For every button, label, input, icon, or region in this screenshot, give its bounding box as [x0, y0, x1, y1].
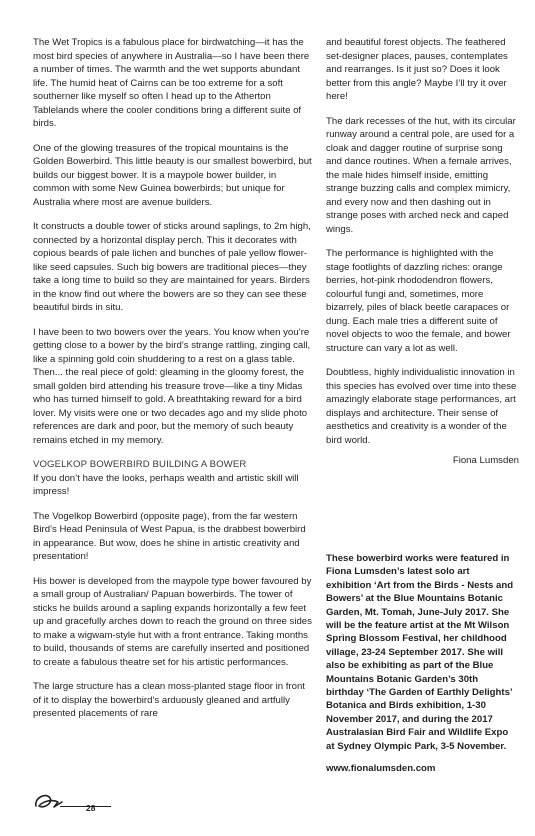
paragraph: His bower is developed from the maypole type bower favoured by a small group of Australian/ Papuan bowerbirds. The tower of sticks he builds around a sapling expands horizontally a few feet up and gracefully arches down to reach the ground on three sides to make a wigwam-style hut with a front entrance. Taking months to build, thousands of stems are carefully inserted and positioned to create a fabulous theatre set for his artistic performances.	[33, 575, 312, 668]
paragraph: It constructs a double tower of sticks around saplings, to 2m high, connected by a horizontal display perch. This it decorates with copious beards of pale lichen and bunches of pale yellow flower-like seed capsules. Such big bowers are traditional pieces—they take a long time to build so they are maintained for years. Birders in the know find out where the bowers are so they can see these beautiful birds in situ.	[33, 221, 311, 313]
exhibition-note	[326, 552, 516, 753]
paragraph: and beautiful forest objects. The feathered set-designer places, pauses, contemplates and rearranges. Is it just so? Does it look better from this angle? Maybe I’ll try it over here!	[326, 37, 508, 102]
section-subheading: If you don’t have the looks, perhaps wealth and artistic skill will impress!	[33, 472, 299, 497]
exhibition-text: These bowerbird works were featured in Fiona Lumsden’s latest solo art exhibition ‘Art from the Birds - Nests and Bowers’ at the Blue Mountains Botanic Garden, Mt. Tomah, June-July 2017. She will be the feature artist at the Mt Wilson Spring Blossom Festival, her childhood village, 23-24 September 2017. She will also be exhibiting as part of the Blue Mountains Botanic Garden’s 30th birthday ‘The Garden of Earthly Delights’ Botanica and Birds exhibition, 1-30 November 2017, and during the 2017 Australasian Bird Fair and Wildlife Expo at Sydney Olympic Park, 3-5 November.	[326, 553, 514, 752]
right-column	[326, 36, 519, 479]
paragraph: The Wet Tropics is a fabulous place for birdwatching—it has the most bird species of anywhere in Australia—so I have been there a number of times. The warmth and the wet supports abundant life. The humid heat of Cairns can be too extreme for a soft southerner like myself so often I head up to the Atherton Tablelands where the cooler conditions bring a different suite of birds.	[33, 37, 310, 129]
website-link[interactable]: www.fionalumsden.com	[326, 763, 436, 774]
paragraph: One of the glowing treasures of the tropical mountains is the Golden Bowerbird. This little beauty is our smallest bowerbird, but builds our biggest bower. It is a maypole bower builder, in common with some New Guinea bowerbirds; but unique for Australia where most are avenue builders.	[33, 142, 312, 208]
paragraph: I have been to two bowers over the years. You know when you’re getting close to a bower by the bird’s strange rattling, zinging call, like a spinning gold coin shuddering to a rest on a glass table. Then... the real piece of gold: gleaming in the gloomy forest, the small golden bird attending his treasure trove—like a tiny Midas who has turned himself to gold. A breathtaking reward for a bird lover. My visits were one or two decades ago and my slide photo references are dark and poor, but the memory of such beauty remains etched in my memory.	[33, 326, 311, 446]
left-column	[33, 36, 312, 732]
paragraph: Doubtless, highly individualistic innovation in this species has evolved over time into these amazingly elaborate stage performances, art displays and architecture. Their sense of aesthetics and creativity is a wonder of the bird world.	[326, 367, 517, 446]
paragraph: The Vogelkop Bowerbird (opposite page), from the far western Bird’s Head Peninsula of West Papua, is the drabbest bowerbird in appearance. But wow, does he shine in artistic creativity and presentation!	[33, 510, 306, 562]
logo-icon	[32, 790, 112, 812]
page-number: 28	[86, 803, 96, 813]
section-heading: VOGELKOP BOWERBIRD BUILDING A BOWER	[33, 459, 247, 470]
paragraph: The performance is highlighted with the stage footlights of dazzling riches: orange berries, hot-pink rhododendron flowers, colourful fungi and, sometimes, more bizarrely, piles of black beetle carapaces or dung. Each male tries a different suite of novel objects to woo the female, and bower structure can vary a lot as well.	[326, 248, 511, 354]
author-signature: Fiona Lumsden	[452, 455, 519, 466]
paragraph: The large structure has a clean moss-planted stage floor in front of it to display the bowerbird’s arduously gleaned and artfully presented placements of rare	[33, 681, 305, 719]
paragraph: The dark recesses of the hut, with its circular runway around a central pole, are used for a cloak and dagger routine of surprise song and dance routines. When a female arrives, the male hides himself inside, emitting strange buzzing calls and complex mimicry, and every now and then dashing out in strange poses with arched neck and caped wings.	[326, 115, 516, 235]
